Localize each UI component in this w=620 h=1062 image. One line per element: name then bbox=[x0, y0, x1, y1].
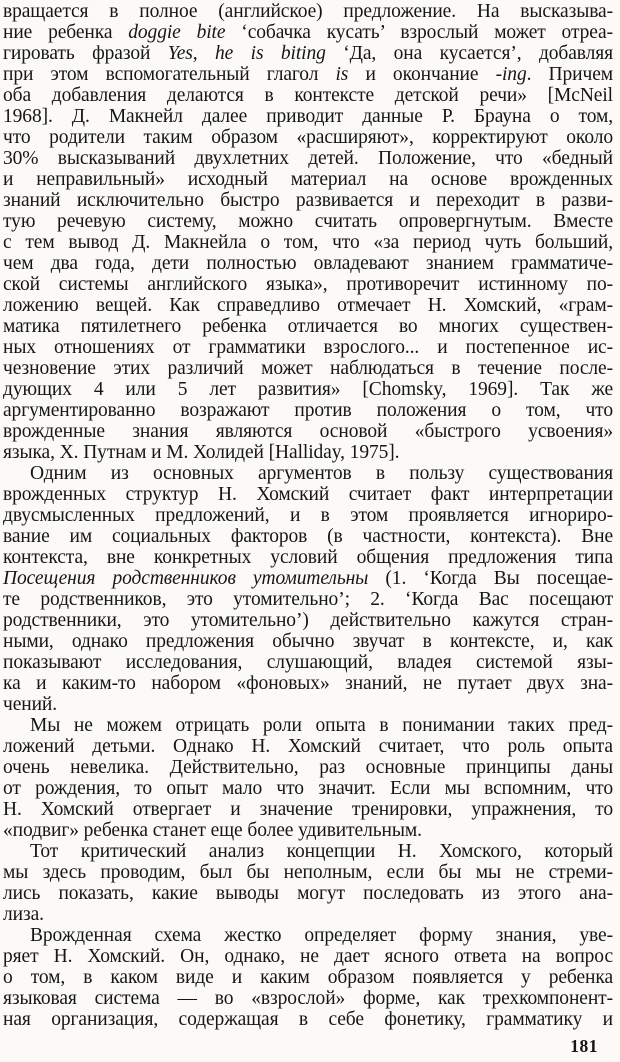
text-run: ской системы английского языка», противоречит истинному по- bbox=[3, 274, 613, 295]
text-line bbox=[3, 568, 613, 589]
text-run: при этом вспомогательный глагол bbox=[3, 64, 336, 85]
text-line bbox=[3, 547, 613, 568]
text-run: Врожденная схема жестко определяет форму знания, уве- bbox=[30, 925, 613, 946]
text-line bbox=[3, 127, 613, 148]
text-run: языка, Х. Путнам и М. Холидей [Halliday, 1975]. bbox=[3, 442, 400, 463]
text-run: Н. Хомский отвергает и значение тренировки, упражнения, то bbox=[3, 799, 613, 820]
italic-text-run: is bbox=[335, 64, 349, 85]
text-run: с тем вывод Д. Макнейла о том, что «за период чуть больший, bbox=[3, 232, 613, 253]
text-line bbox=[3, 1, 613, 22]
text-line bbox=[3, 631, 613, 652]
text-run: чезновение этих различий может наблюдаться в течение после- bbox=[3, 358, 613, 379]
text-line bbox=[3, 904, 613, 925]
text-run: ложений детьми. Однако Н. Хомский считает, что роль опыта bbox=[3, 736, 613, 757]
text-line bbox=[3, 946, 613, 967]
text-run: ние ребенка bbox=[3, 22, 129, 43]
text-line bbox=[3, 1009, 613, 1030]
text-line bbox=[3, 316, 613, 337]
text-run: те родственников, это утомительно’; 2. ‘Когда Вас посещают bbox=[3, 589, 613, 610]
text-line bbox=[3, 379, 613, 400]
text-run: лись показать, какие выводы могут последовать из этого ана- bbox=[3, 883, 613, 904]
text-line bbox=[3, 190, 613, 211]
text-line bbox=[3, 169, 613, 190]
text-run: врожденные знания являются основой «быстрого усвоения» bbox=[3, 421, 613, 442]
text-line bbox=[3, 442, 613, 463]
italic-text-run: doggie bite bbox=[128, 22, 226, 43]
text-line bbox=[3, 148, 613, 169]
text-line bbox=[3, 253, 613, 274]
text-line bbox=[3, 211, 613, 232]
text-run: вание им социальных факторов (в частности, контекста). Вне bbox=[3, 526, 613, 547]
text-run: показывают исследования, слушающий, владея системой язы- bbox=[3, 652, 613, 673]
text-line bbox=[3, 589, 613, 610]
text-run: . Причем bbox=[526, 64, 614, 85]
text-line bbox=[3, 484, 613, 505]
text-line bbox=[3, 85, 613, 106]
page-text bbox=[3, 1, 613, 1030]
text-run: ‘Да, она кусается’, добавляя bbox=[325, 43, 614, 64]
text-line bbox=[3, 883, 613, 904]
text-run: 1968]. Д. Макнейл далее приводит данные Р. Брауна о том, bbox=[3, 106, 613, 127]
text-line bbox=[3, 43, 613, 64]
text-run: чем два года, дети полностью овладевают знанием грамматиче- bbox=[3, 253, 613, 274]
paragraph bbox=[3, 925, 613, 1030]
text-line bbox=[3, 421, 613, 442]
text-line bbox=[3, 925, 613, 946]
text-run: Тот критический анализ концепции Н. Хомского, который bbox=[30, 841, 613, 862]
text-line bbox=[3, 358, 613, 379]
text-run: родственники, это утомительно’) действительно кажутся стран- bbox=[3, 610, 613, 631]
text-line bbox=[3, 610, 613, 631]
text-line bbox=[3, 736, 613, 757]
italic-text-run: Yes, he is biting bbox=[167, 43, 326, 64]
text-run: дующих 4 или 5 лет развития» [Chomsky, 1969]. Так же bbox=[3, 379, 613, 400]
text-line bbox=[3, 400, 613, 421]
text-run: гировать фразой bbox=[3, 43, 168, 64]
text-run: тую речевую систему, можно считать опровергнутым. Вместе bbox=[3, 211, 613, 232]
text-run: от рождения, то опыт мало что значит. Если мы вспомним, что bbox=[3, 778, 613, 799]
text-run: языковая система — во «взрослой» форме, как трехкомпонент- bbox=[3, 988, 613, 1009]
text-run: о том, в каком виде и каким образом появляется у ребенка bbox=[3, 967, 613, 988]
text-line bbox=[3, 799, 613, 820]
text-line bbox=[3, 694, 613, 715]
text-line bbox=[3, 232, 613, 253]
text-run: ная организация, содержащая в себе фонетику, грамматику и bbox=[3, 1009, 613, 1030]
text-line bbox=[3, 967, 613, 988]
text-line bbox=[3, 841, 613, 862]
text-run: 30% высказываний двухлетних детей. Положение, что «бедный bbox=[3, 148, 613, 169]
italic-text-run: Посещения родственников утомительны bbox=[3, 568, 369, 589]
text-run: ряет Н. Хомский. Он, однако, не дает ясного ответа на вопрос bbox=[3, 946, 613, 967]
text-run: ‘собачка кусать’ взрослый может отреа- bbox=[225, 22, 614, 43]
text-run: оба добавления делаются в контексте детской речи» [McNeil bbox=[3, 85, 613, 106]
text-line bbox=[3, 715, 613, 736]
text-run: мы здесь проводим, был бы неполным, если бы мы не стреми- bbox=[3, 862, 613, 883]
text-line bbox=[3, 988, 613, 1009]
text-run: аргументированно возражают против положения о том, что bbox=[3, 400, 613, 421]
text-run: и неправильный» исходный материал на основе врожденных bbox=[3, 169, 613, 190]
text-line bbox=[3, 64, 613, 85]
text-run: что родители таким образом «расширяют», корректируют около bbox=[3, 127, 613, 148]
text-line bbox=[3, 820, 613, 841]
text-run: ных отношениях от грамматики взрослого... и постепенное ис- bbox=[3, 337, 613, 358]
text-run: чений. bbox=[3, 694, 58, 715]
paragraph bbox=[3, 463, 613, 715]
text-line bbox=[3, 673, 613, 694]
text-run: «подвиг» ребенка станет еще более удивительным. bbox=[3, 820, 422, 841]
text-line bbox=[3, 295, 613, 316]
page-number: 181 bbox=[570, 1036, 598, 1056]
italic-text-run: -ing bbox=[495, 64, 527, 85]
paragraph bbox=[3, 841, 613, 925]
text-run: контекста, вне конкретных условий общения предложения типа bbox=[3, 547, 613, 568]
text-run: очень невелика. Действительно, раз основные принципы даны bbox=[3, 757, 613, 778]
text-line bbox=[3, 652, 613, 673]
paragraph bbox=[3, 715, 613, 841]
text-line bbox=[3, 22, 613, 43]
text-run: лиза. bbox=[3, 904, 44, 925]
text-line bbox=[3, 505, 613, 526]
text-line bbox=[3, 757, 613, 778]
text-run: ка и каким-то набором «фоновых» знаний, не путает двух зна- bbox=[3, 673, 613, 694]
text-line bbox=[3, 274, 613, 295]
text-run: Мы не можем отрицать роли опыта в понимании таких пред- bbox=[30, 715, 613, 736]
text-line bbox=[3, 862, 613, 883]
text-line bbox=[3, 463, 613, 484]
text-run: знаний исключительно быстро развивается и переходит в разви- bbox=[3, 190, 613, 211]
text-run: вращается в полное (английское) предложение. На высказыва- bbox=[3, 1, 613, 22]
text-run: ными, однако предложения обычно звучат в контексте, и, как bbox=[3, 631, 613, 652]
text-line bbox=[3, 337, 613, 358]
text-run: матика пятилетнего ребенка отличается во многих существен- bbox=[3, 316, 613, 337]
text-run: (1. ‘Когда Вы посещае- bbox=[368, 568, 613, 589]
paragraph bbox=[3, 1, 613, 463]
text-run: и окончание bbox=[348, 64, 496, 85]
text-run: врожденных структур Н. Хомский считает факт интерпретации bbox=[3, 484, 613, 505]
text-line bbox=[3, 526, 613, 547]
text-run: ложению вещей. Как справедливо отмечает Н. Хомский, «грам- bbox=[3, 295, 613, 316]
text-run: Одним из основных аргументов в пользу существования bbox=[30, 463, 613, 484]
text-run: двусмысленных предложений, и в этом проявляется игнориро- bbox=[3, 505, 613, 526]
text-line bbox=[3, 106, 613, 127]
text-line bbox=[3, 778, 613, 799]
